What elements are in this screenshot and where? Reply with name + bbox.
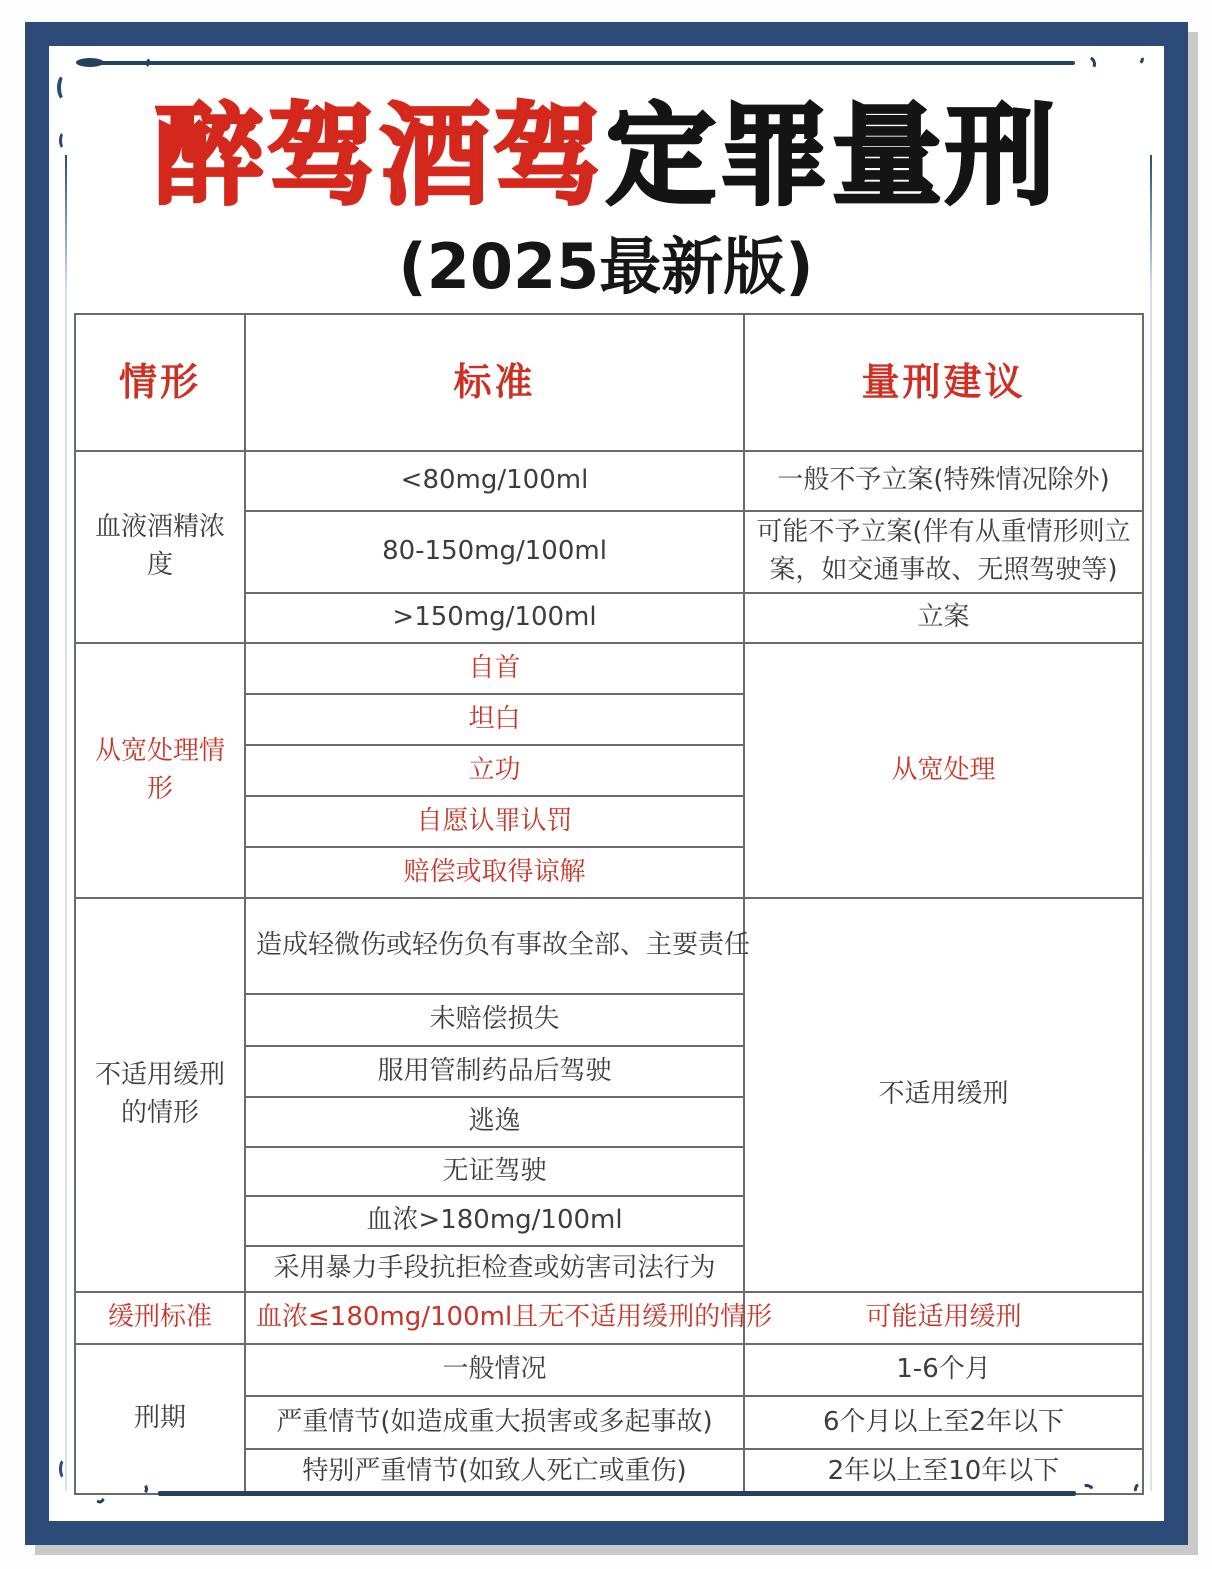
left-rule-bead-2 [59,131,70,150]
suggestion-cell: 6个月以上至2年以下 [744,1396,1143,1449]
suggestion-cell: 2年以上至10年以下 [744,1449,1143,1494]
standard-cell: 造成轻微伤或轻伤负有事故全部、主要责任 [245,898,744,994]
category-cell-probation: 缓刑标准 [75,1292,245,1344]
standard-cell: 未赔偿损失 [245,994,744,1046]
suggestion-cell-no-probation: 不适用缓刑 [744,898,1143,1292]
right-rule-line [1150,155,1152,1491]
table-row [75,1344,1143,1396]
standard-cell: 采用暴力手段抗拒检查或妨害司法行为 [245,1246,744,1292]
standard-cell: <80mg/100ml [245,451,744,511]
page-title-rest: 定罪量刑 [606,92,1058,220]
page-subtitle: (2025最新版) [398,230,814,303]
standard-cell: 立功 [245,745,744,796]
sentencing-table [74,313,1144,1495]
top-rule-end-blob [76,58,104,67]
standard-cell: 无证驾驶 [245,1147,744,1196]
standard-cell: 特别严重情节(如致人死亡或重伤) [245,1449,744,1494]
left-rule-line [65,155,67,1491]
category-cell-leniency: 从宽处理情形 [75,643,245,898]
left-rule-bead-3 [59,1458,71,1480]
standard-cell: 80-150mg/100ml [245,511,744,593]
standard-cell: 自首 [245,643,744,694]
category-cell-term: 刑期 [75,1344,245,1494]
category-cell-no-probation: 不适用缓刑的情形 [75,898,245,1292]
left-rule-bead [57,74,72,101]
table-row [75,643,1143,694]
standard-cell: 逃逸 [245,1097,744,1147]
table-header-row [75,314,1143,451]
col-header-suggestion: 量刑建议 [744,314,1143,451]
table-row [75,1292,1143,1344]
standard-cell: >150mg/100ml [245,593,744,643]
col-header-standard: 标准 [245,314,744,451]
bottom-rule-line [158,1491,1076,1496]
standard-cell: 自愿认罪认罚 [245,796,744,847]
bottom-left-flourish-2 [136,1483,148,1495]
col-header-situation: 情形 [75,314,245,451]
category-cell-bac: 血液酒精浓度 [75,451,245,643]
suggestion-cell: 1-6个月 [744,1344,1143,1396]
standard-cell: 血浓≤180mg/100ml且无不适用缓刑的情形 [245,1292,744,1344]
table-row [75,451,1143,511]
standard-cell: 赔偿或取得谅解 [245,847,744,898]
page-title [0,86,1212,226]
suggestion-cell: 一般不予立案(特殊情况除外) [744,451,1143,511]
standard-cell: 血浓>180mg/100ml [245,1196,744,1246]
suggestion-cell: 可能适用缓刑 [744,1292,1143,1344]
table-row [75,898,1143,994]
page-title-highlight: 醉驾酒驾 [154,92,606,220]
suggestion-cell: 立案 [744,593,1143,643]
suggestion-cell-leniency: 从宽处理 [744,643,1143,898]
standard-cell: 服用管制药品后驾驶 [245,1046,744,1097]
suggestion-cell: 可能不予立案(伴有从重情形则立案，如交通事故、无照驾驶等) [744,511,1143,593]
standard-cell: 一般情况 [245,1344,744,1396]
top-rule-line [86,61,1075,65]
standard-cell: 严重情节(如造成重大损害或多起事故) [245,1396,744,1449]
standard-cell: 坦白 [245,694,744,745]
